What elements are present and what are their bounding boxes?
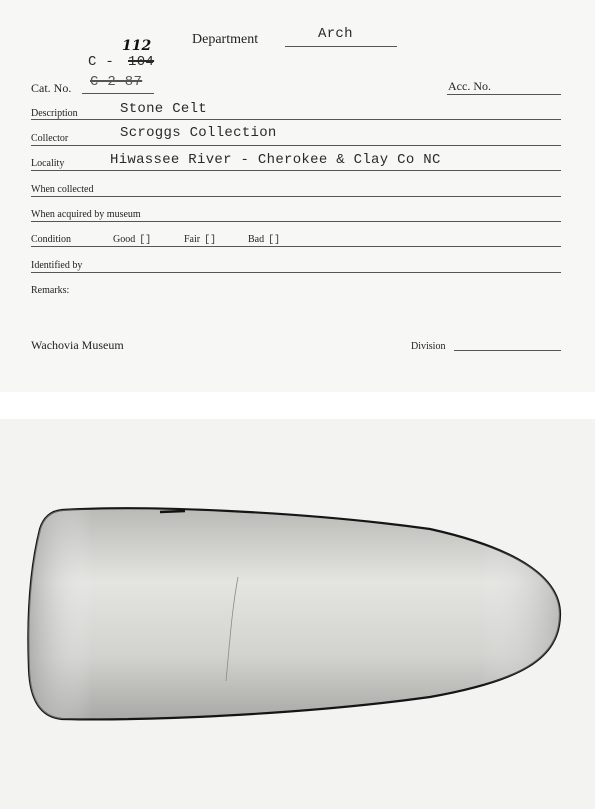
- celt-end-shading: [28, 508, 560, 719]
- department-label: Department: [192, 32, 259, 47]
- separator: [0, 392, 595, 419]
- remarks-label: Remarks:: [31, 285, 70, 296]
- description-rule: [31, 119, 561, 120]
- when-collected-rule: [31, 196, 561, 197]
- division-label: Division: [411, 341, 446, 352]
- condition-option-fair-label: Fair: [184, 234, 201, 245]
- locality-label: Locality: [31, 158, 65, 169]
- identified-by-label: Identified by: [31, 260, 83, 271]
- description-label: Description: [31, 108, 78, 119]
- cat-no-label: Cat. No.: [31, 81, 72, 95]
- museum-name: Wachovia Museum: [31, 338, 124, 352]
- condition-option-good-label: Good: [113, 234, 136, 245]
- identified-by-rule: [31, 272, 561, 273]
- drawing-sheet: [0, 419, 595, 809]
- collector-label: Collector: [31, 133, 69, 144]
- collector-rule: [31, 145, 561, 146]
- condition-rule: [31, 246, 561, 247]
- cat-no-prefix: C -: [88, 54, 115, 70]
- collector-value: Scroggs Collection: [120, 125, 277, 141]
- good-checkbox-icon: []: [139, 235, 152, 246]
- celt-top-edge: [160, 511, 185, 512]
- condition-option-bad: [248, 234, 280, 246]
- cat-no-handwritten: 112: [122, 38, 152, 54]
- catalog-card: [0, 0, 595, 392]
- locality-value: Hiwassee River - Cherokee & Clay Co NC: [110, 152, 441, 168]
- acc-no-rule: [447, 94, 561, 95]
- celt-drawing: [0, 419, 595, 809]
- when-acquired-label: When acquired by museum: [31, 209, 141, 220]
- acc-no-label: Acc. No.: [448, 79, 491, 93]
- when-collected-label: When collected: [31, 184, 94, 195]
- fair-checkbox-icon: []: [204, 235, 217, 246]
- bad-checkbox-icon: []: [268, 235, 281, 246]
- department-value: Arch: [318, 26, 353, 42]
- division-rule: [454, 350, 561, 351]
- condition-label: Condition: [31, 234, 72, 245]
- locality-rule: [31, 170, 561, 171]
- condition-option-fair: [184, 234, 216, 246]
- when-acquired-rule: [31, 221, 561, 222]
- description-value: Stone Celt: [120, 101, 208, 117]
- cat-no-struck-2: C-2-87: [90, 74, 143, 90]
- department-rule: [285, 46, 397, 47]
- cat-no-rule: [82, 93, 154, 94]
- condition-option-bad-label: Bad: [248, 234, 265, 245]
- condition-option-good: [113, 234, 151, 246]
- cat-no-struck-1: 104: [128, 54, 155, 70]
